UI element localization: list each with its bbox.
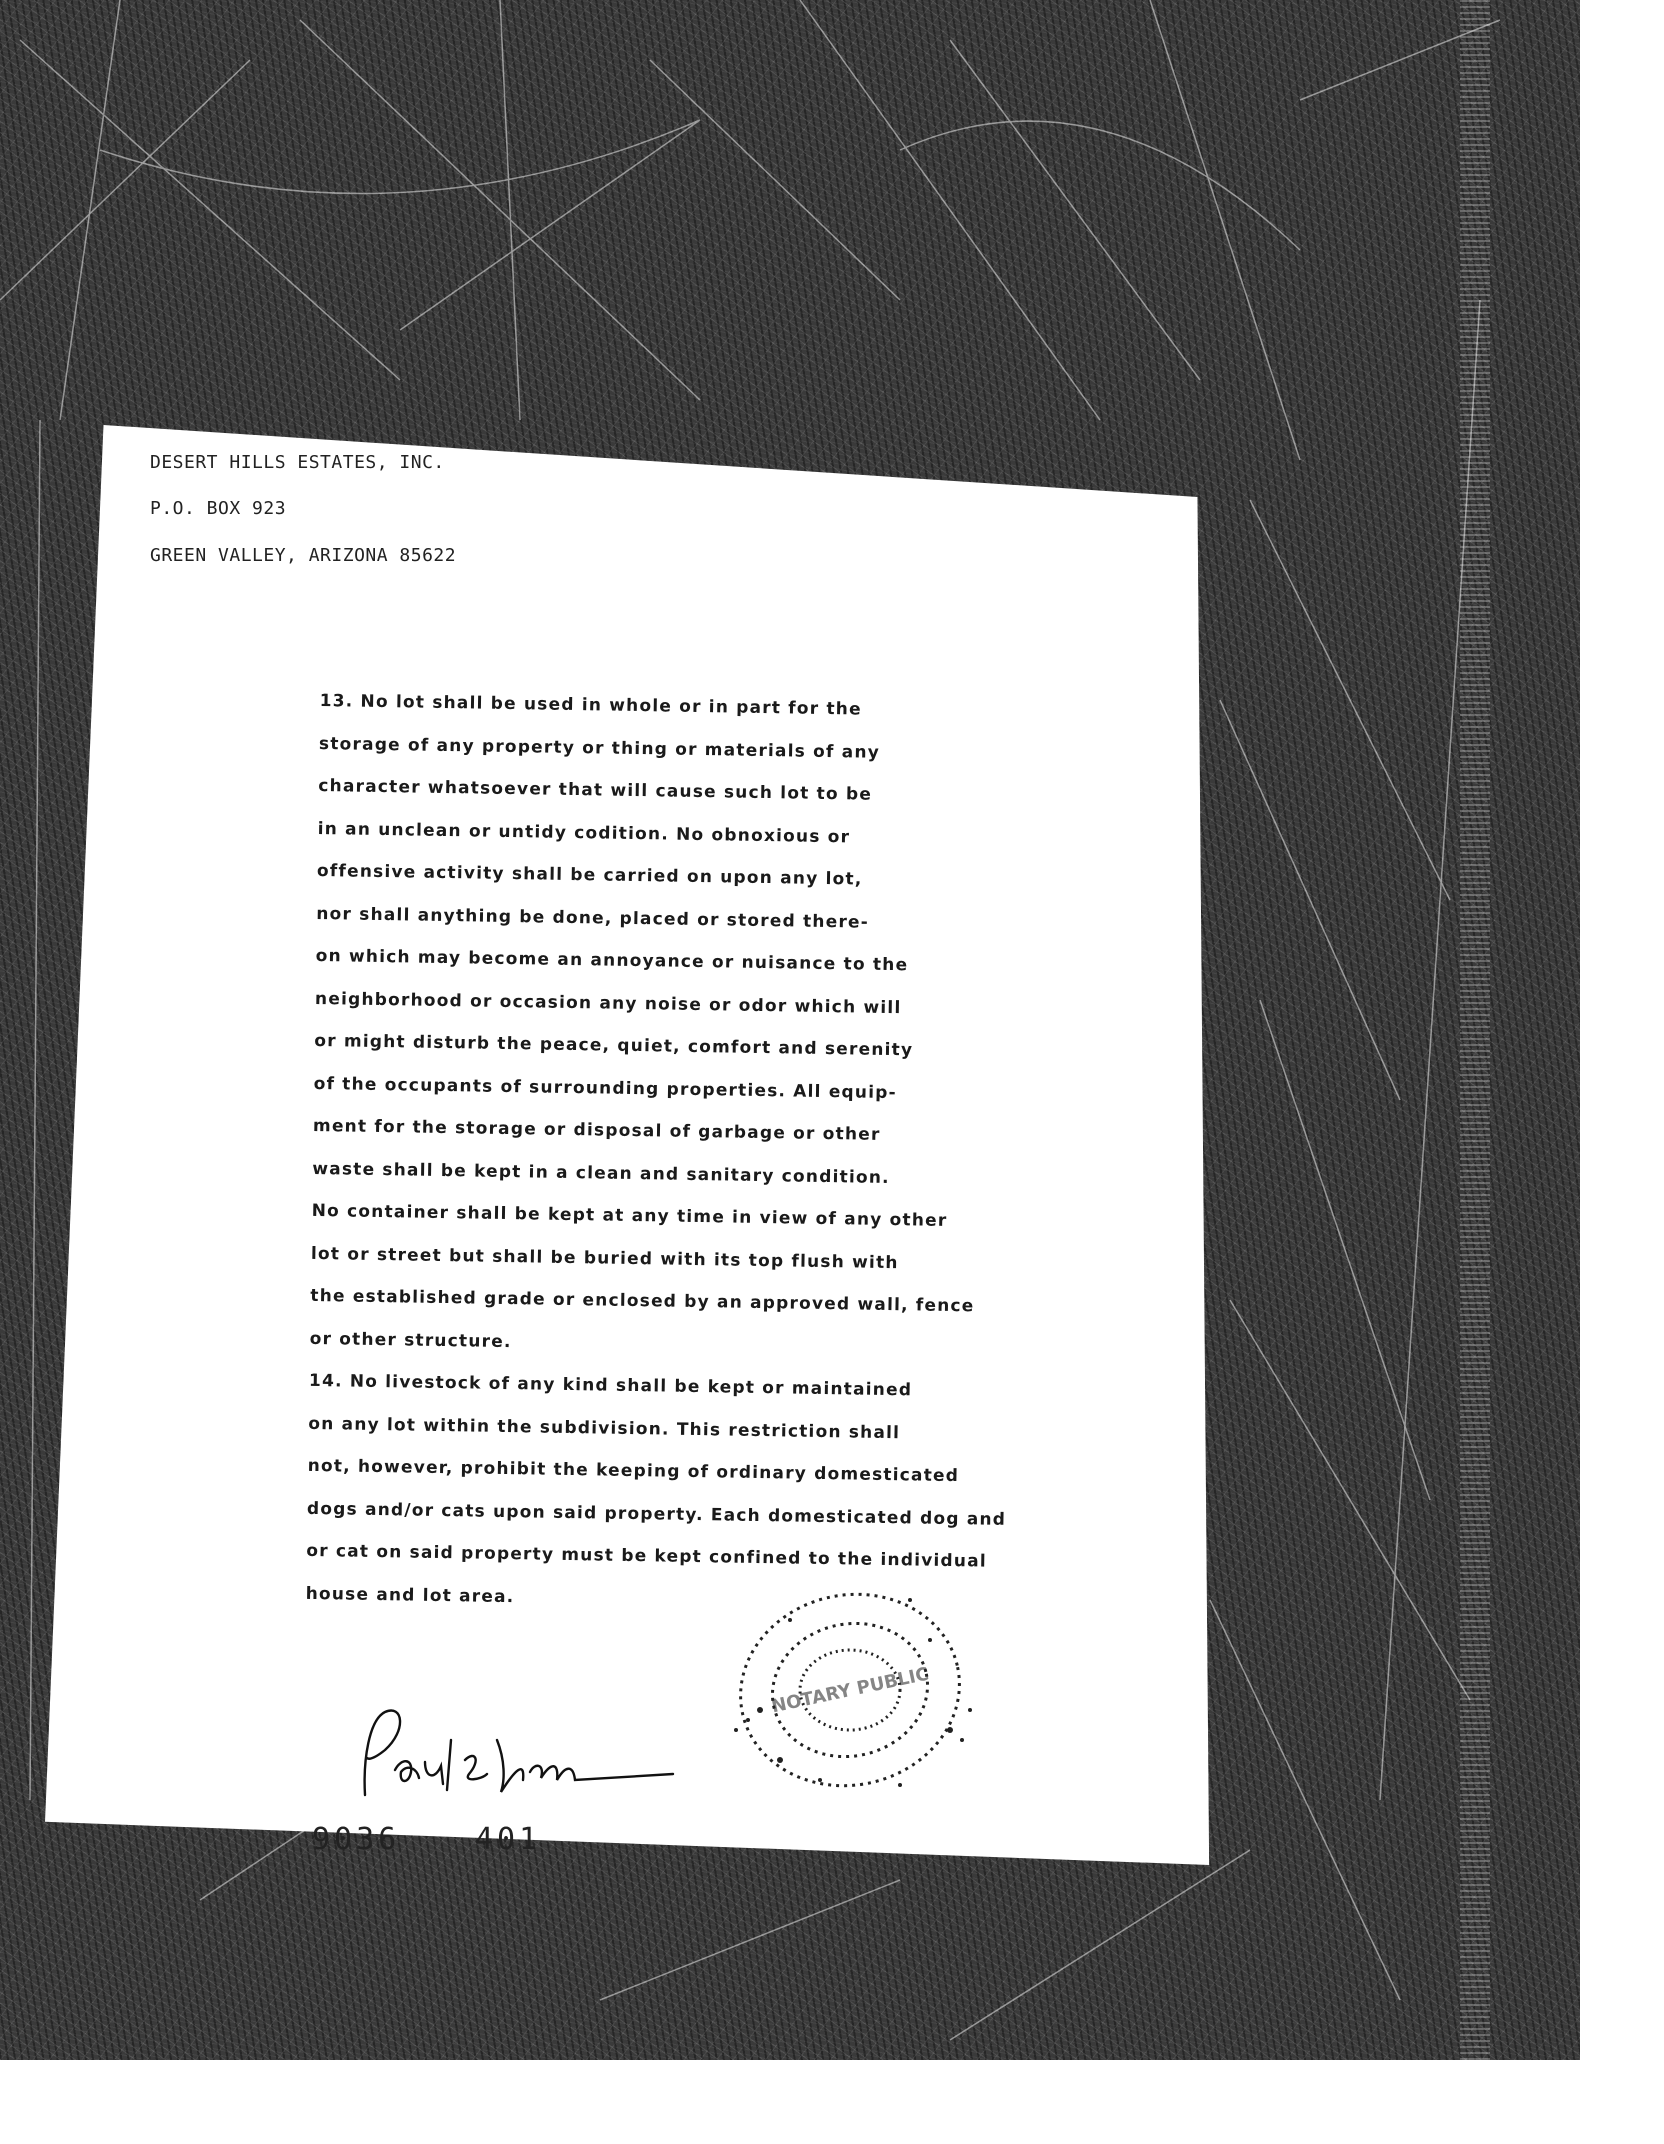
text-line: No container shall be kept at any time in view of any other [311,1200,948,1231]
text-line: the established grade or enclosed by an approved wall, fence [310,1285,975,1317]
text-line: neighborhood or occasion any noise or odor which will [314,988,902,1018]
signature [355,1700,675,1810]
text-line: waste shall be kept in a clean and sanitary condition. [312,1158,890,1188]
covenant-text [305,680,1080,1627]
text-line: house and lot area. [305,1583,515,1607]
notary-seal [700,1560,990,1820]
document-number: 9036 [312,1822,401,1857]
text-line: 14. No livestock of any kind shall be kept or maintained [308,1370,913,1401]
text-line: or cat on said property must be kept confined to the individual [306,1540,988,1572]
page-number: 401 [475,1822,542,1857]
company-name: DESERT HILLS ESTATES, INC. [150,452,445,473]
text-line: offensive activity shall be carried on upon any lot, [316,860,863,890]
text-line: nor shall anything be done, placed or stored there- [316,903,870,933]
text-line: 13. No lot shall be used in whole or in part for the [319,690,862,720]
text-line: not, however, prohibit the keeping of ordinary domesticated [307,1455,960,1487]
city-state-zip: GREEN VALLEY, ARIZONA 85622 [150,545,457,566]
text-line: on which may become an annoyance or nuisance to the [315,945,909,976]
paragraph-13 [309,680,1080,1372]
text-line: storage of any property or thing or materials of any [318,733,881,763]
text-line: or other structure. [309,1328,512,1352]
text-line: character whatsoever that will cause such lot to be [318,775,873,805]
po-box: P.O. BOX 923 [150,498,287,519]
text-line: or might disturb the peace, quiet, comfort and serenity [314,1030,914,1061]
text-line: on any lot within the subdivision. This restriction shall [308,1413,901,1443]
seal-text: NOTARY PUBLIC [769,1663,931,1718]
text-line: lot or street but shall be buried with its top flush with [310,1243,899,1273]
text-line: of the occupants of surrounding properties. All equip- [313,1073,897,1103]
text-line: ment for the storage or disposal of garbage or other [312,1115,881,1145]
text-line: in an unclean or untidy codition. No obnoxious or [317,818,851,847]
text-line: dogs and/or cats upon said property. Each domesticated dog and [306,1498,1007,1530]
scan-edge-strip [1460,0,1490,2060]
